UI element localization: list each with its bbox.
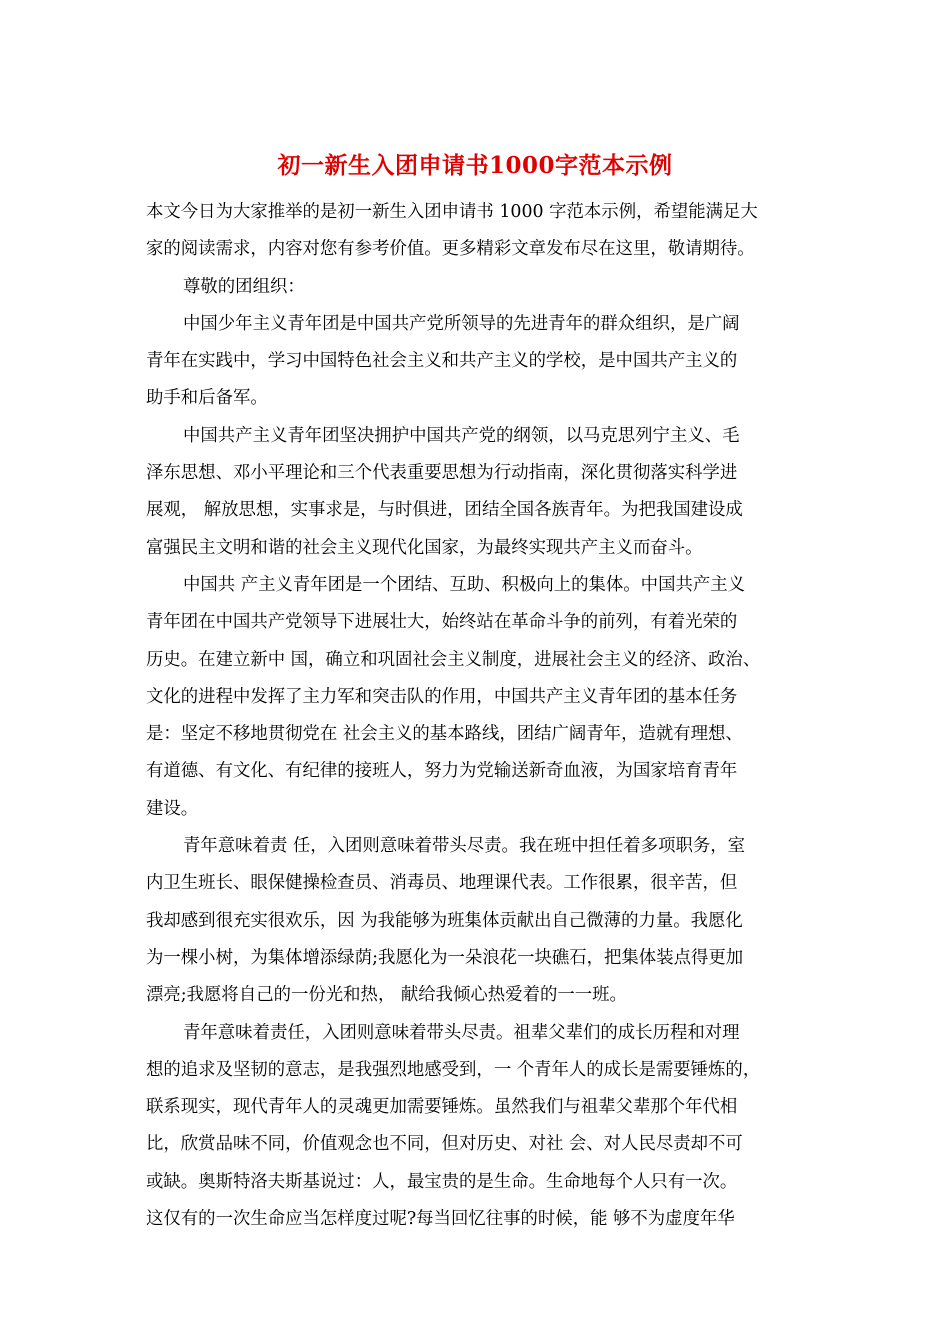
text-line: 历史。在建立新中 国，确立和巩固社会主义制度，进展社会主义的经济、政治、 xyxy=(146,649,761,670)
text-line: 我却感到很充实很欢乐，因 为我能够为班集体贡献出自己微薄的力量。我愿化 xyxy=(146,910,743,931)
text-line: 联系现实，现代青年人的灵魂更加需要锤炼。虽然我们与祖辈父辈那个年代相 xyxy=(146,1097,738,1118)
text-line: 泽东思想、邓小平理论和三个代表重要思想为行动指南，深化贯彻落实科学进 xyxy=(146,463,738,484)
text-line: 中国少年主义青年团是中国共产党所领导的先进青年的群众组织，是广阔 xyxy=(183,313,740,334)
text-line: 本文今日为大家推举的是初一新生入团申请书 1000 字范本示例，希望能满足大 xyxy=(146,202,758,222)
text-line: 家的阅读需求，内容对您有参考价值。更多精彩文章发布尽在这里，敬请期待。 xyxy=(146,239,755,260)
document-body xyxy=(146,194,826,1238)
text-line: 文化的进程中发挥了主力军和突击队的作用，中国共产主义青年团的基本任务 xyxy=(146,686,738,707)
text-line: 想的追求及坚韧的意志，是我强烈地感受到，一 个青年人的成长是需要锤炼的， xyxy=(146,1059,761,1080)
text-line: 内卫生班长、眼保健操检查员、消毒员、地理课代表。工作很累，很辛苦，但 xyxy=(146,873,738,894)
text-line: 助手和后备军。 xyxy=(146,388,268,409)
document-title: 初一新生入团申请书1000字范本示例 xyxy=(277,152,673,179)
text-line: 比，欣赏品味不同，价值观念也不同，但对历史、对社 会、对人民尽责却不可 xyxy=(146,1134,743,1155)
text-line: 为一棵小树，为集体增添绿荫;我愿化为一朵浪花一块礁石，把集体装点得更加 xyxy=(146,947,744,968)
text-line: 青年意味着责任，入团则意味着带头尽责。祖辈父辈们的成长历程和对理 xyxy=(183,1022,740,1043)
text-line: 青年意味着责 任，入团则意味着带头尽责。我在班中担任着多项职务，室 xyxy=(183,836,746,857)
text-line: 中国共 产主义青年团是一个团结、互助、积极向上的集体。中国共产主义 xyxy=(183,574,746,595)
text-line: 青年团在中国共产党领导下进展壮大，始终站在革命斗争的前列，有着光荣的 xyxy=(146,612,738,633)
text-line: 中国共产主义青年团坚决拥护中国共产党的纲领，以马克思列宁主义、毛 xyxy=(183,425,740,446)
text-line: 有道德、有文化、有纪律的接班人，努力为党输送新奇血液，为国家培育青年 xyxy=(146,761,738,782)
text-line: 富强民主文明和谐的社会主义现代化国家，为最终实现共产主义而奋斗。 xyxy=(146,537,703,558)
text-line: 这仅有的一次生命应当怎样度过呢?每当回忆往事的时候，能 够不为虚度年华 xyxy=(146,1209,735,1230)
text-line: 或缺。奥斯特洛夫斯基说过：人，最宝贵的是生命。生命地每个人只有一次。 xyxy=(146,1171,738,1192)
text-line: 青年在实践中，学习中国特色社会主义和共产主义的学校，是中国共产主义的 xyxy=(146,351,738,372)
text-line: 漂亮;我愿将自己的一份光和热， 献给我倾心热爱着的一一班。 xyxy=(146,985,627,1006)
text-line: 是：坚定不移地贯彻党在 社会主义的基本路线，团结广阔青年，造就有理想、 xyxy=(146,724,743,745)
text-line: 建设。 xyxy=(146,798,199,819)
text-line: 展观， 解放思想，实事求是，与时俱进，团结全国各族青年。为把我国建设成 xyxy=(146,500,743,521)
text-line: 尊敬的团组织： xyxy=(183,276,305,297)
